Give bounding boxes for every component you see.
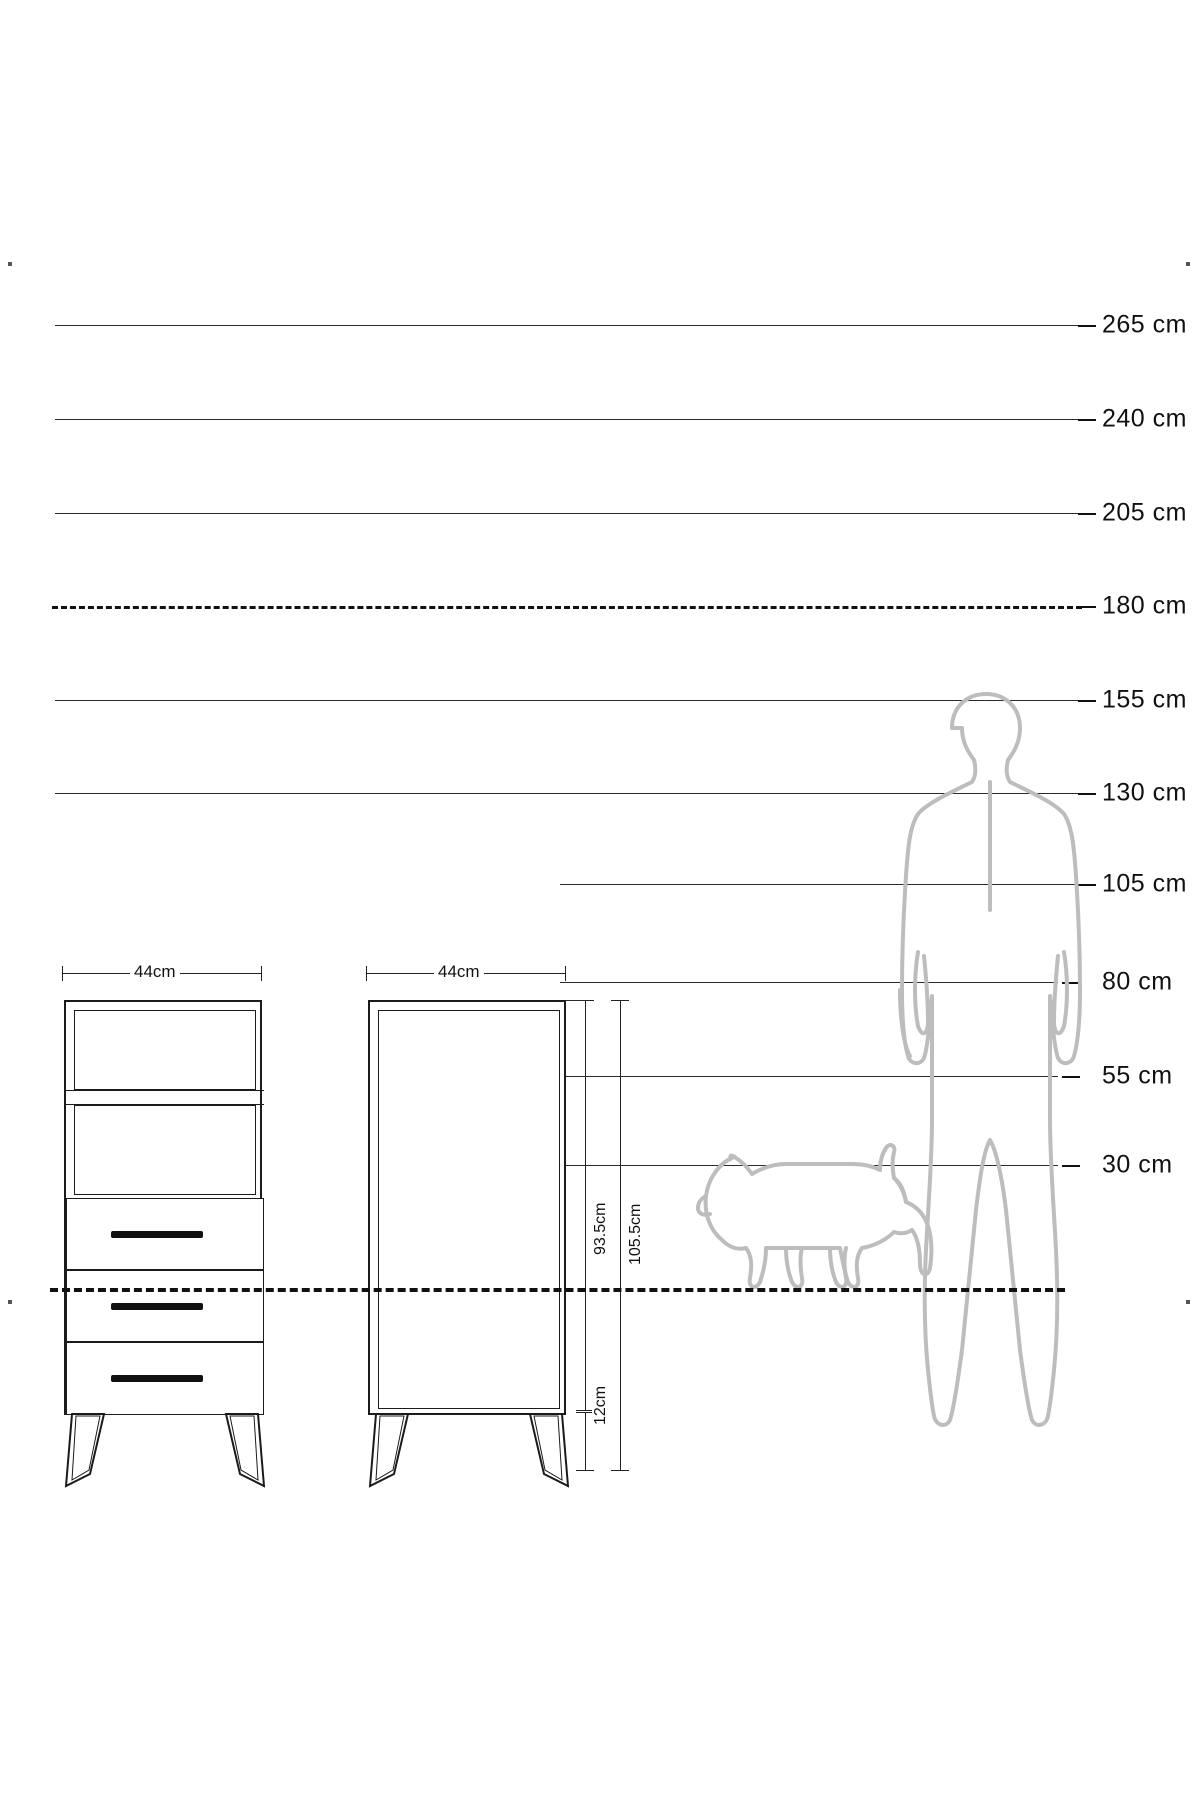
floor-line — [50, 1288, 1065, 1292]
dim-93-label: 93.5cm — [592, 1200, 610, 1258]
dim-93-line — [585, 1000, 586, 1410]
scale-line-240 — [55, 419, 1085, 420]
scale-label-105: 105 cm — [1102, 869, 1187, 898]
scale-label-265: 265 cm — [1102, 310, 1187, 339]
left-shelf-line-1 — [66, 1090, 264, 1091]
scale-row-205 — [0, 498, 1200, 527]
scale-label-55: 55 cm — [1102, 1061, 1173, 1090]
scale-label-155: 155 cm — [1102, 685, 1187, 714]
right-cabinet-legs — [364, 1412, 574, 1492]
right-cabinet-body — [368, 1000, 566, 1415]
left-width-cap-end — [261, 966, 262, 981]
corner-mark-bottom-right — [1186, 1300, 1190, 1304]
left-cabinet-legs — [60, 1412, 270, 1492]
right-width-cap-end — [565, 966, 566, 981]
scale-label-80: 80 cm — [1102, 967, 1173, 996]
dim-105-cap-bottom — [611, 1470, 629, 1471]
right-width-label: 44cm — [434, 962, 484, 982]
corner-mark-top-left — [8, 262, 12, 266]
scale-line-180 — [52, 606, 1082, 609]
dim-105-line — [620, 1000, 621, 1470]
left-width-label: 44cm — [130, 962, 180, 982]
corner-mark-top-right — [1186, 262, 1190, 266]
dim-105-cap-top — [611, 1000, 629, 1001]
left-drawer-3 — [66, 1342, 264, 1415]
dim-12-cap-bottom — [576, 1470, 594, 1471]
scale-label-180: 180 cm — [1102, 591, 1187, 620]
cat-silhouette — [690, 1138, 960, 1298]
left-drawer-2-handle — [111, 1303, 203, 1310]
dim-12-label: 12cm — [592, 1383, 610, 1428]
left-width-cap-start — [62, 966, 63, 981]
scale-tick-240 — [1078, 419, 1096, 421]
left-drawer-1-handle — [111, 1231, 203, 1238]
scale-row-240 — [0, 404, 1200, 433]
scale-label-30: 30 cm — [1102, 1150, 1173, 1179]
scale-label-205: 205 cm — [1102, 498, 1187, 527]
man-silhouette — [840, 690, 1100, 1470]
left-open-shelf-lower — [74, 1105, 256, 1195]
scale-label-240: 240 cm — [1102, 404, 1187, 433]
scale-label-130: 130 cm — [1102, 778, 1187, 807]
left-drawer-1 — [66, 1198, 264, 1270]
left-open-shelf-upper — [74, 1010, 256, 1090]
dim-105-label: 105.5cm — [627, 1201, 645, 1268]
leader-top — [566, 1000, 586, 1001]
left-cabinet-body — [64, 1000, 262, 1415]
scale-tick-180 — [1078, 606, 1096, 608]
scale-row-180 — [0, 591, 1200, 620]
left-drawer-3-handle — [111, 1375, 203, 1382]
scale-tick-205 — [1078, 513, 1096, 515]
scale-line-265 — [55, 325, 1085, 326]
scale-tick-265 — [1078, 325, 1096, 327]
scale-line-205 — [55, 513, 1085, 514]
right-width-cap-start — [366, 966, 367, 981]
right-cabinet-door — [378, 1010, 560, 1409]
left-drawer-2 — [66, 1270, 264, 1342]
scale-row-265 — [0, 310, 1200, 339]
corner-mark-bottom-left — [8, 1300, 12, 1304]
dim-12-line — [585, 1412, 586, 1470]
